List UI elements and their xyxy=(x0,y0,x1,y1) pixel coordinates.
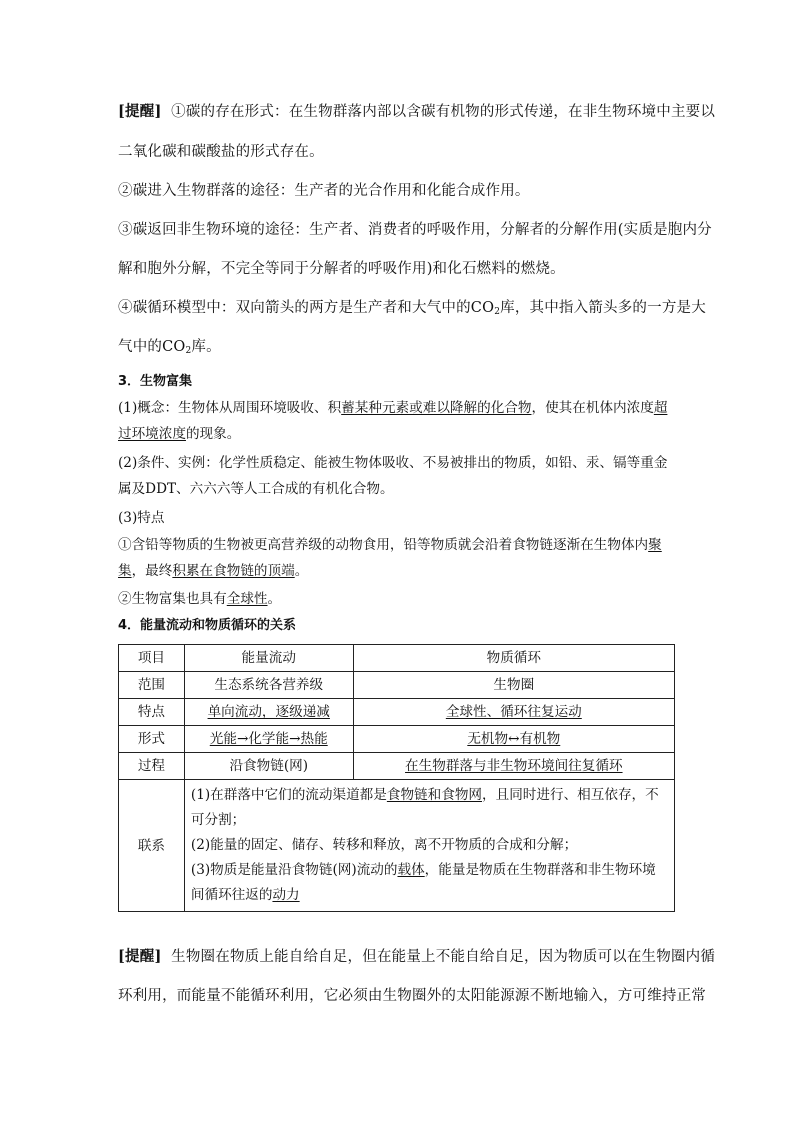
tip1-p4-b-post: 库。 xyxy=(191,339,221,355)
tip2-label: [提醒] xyxy=(118,948,162,965)
tip2-line-2: 环利用，而能量不能循环利用，它必须由生物圈外的太阳能源源不断地输入，方可维持正常 xyxy=(118,988,706,1004)
f2-pre: ②生物富集也具有 xyxy=(118,591,227,607)
tip1-label: [提醒] xyxy=(118,103,162,120)
f1-underline-3: 积累在食物链的顶端 xyxy=(172,563,295,579)
link-item-1 xyxy=(191,783,668,833)
link-item-3 xyxy=(191,858,668,908)
tip1-line-2: 二氧化碳和碳酸盐的形式存在。 xyxy=(118,144,324,160)
table-cell: 在生物群落与非生物环境间往复循环 xyxy=(353,753,674,780)
link-1-pre: (1)在群落中它们的流动渠道都是 xyxy=(190,787,387,803)
link-3-mid: ，能量是物质在生物群落和非生物环境间循环往返的 xyxy=(190,862,656,903)
table-row xyxy=(119,753,675,780)
link-item-2: (2)能量的固定、储存、转移和释放，离不开物质的合成和分解； xyxy=(190,837,578,853)
section3-concept-line-2 xyxy=(118,424,678,444)
concept-underline-2: 超 xyxy=(653,400,668,416)
tip1-line-7 xyxy=(118,337,678,361)
link-3-underline-1: 载体 xyxy=(397,862,425,878)
table-cell: 沿食物链(网) xyxy=(184,753,353,780)
tip1-p1-a: ①碳的存在形式：在生物群落内部以含碳有机物的形式传递，在非生物环境中主要以 xyxy=(171,104,716,120)
concept-underline-3: 过环境浓度 xyxy=(118,426,186,442)
concept-post: 的现象。 xyxy=(185,426,241,442)
section3-feature1-line-1 xyxy=(118,535,678,555)
tip1-p4-b-pre: 气中的CO xyxy=(118,339,186,355)
tip1-p4-a-pre: ④碳循环模型中：双向箭头的两方是生产者和大气中的CO xyxy=(118,300,495,316)
co2-subscript: 2 xyxy=(494,307,501,317)
co2-subscript: 2 xyxy=(185,346,192,356)
tip1-line-1 xyxy=(118,102,716,122)
f2-underline: 全球性 xyxy=(226,591,268,607)
table-header-cell: 物质循环 xyxy=(353,645,674,672)
link-3-underline-2: 动力 xyxy=(272,887,300,903)
section3-feature2 xyxy=(118,589,678,609)
link-description-cell xyxy=(184,780,674,912)
section3-heading: 3．生物富集 xyxy=(118,374,193,389)
table-cell: 全球性、循环往复运动 xyxy=(353,699,674,726)
tip1-line-6 xyxy=(118,298,706,322)
concept-underline-1: 蓄某种元素或难以降解的化合物 xyxy=(341,400,532,416)
section3-features-heading: (3)特点 xyxy=(118,510,165,526)
section3-concept-line-1 xyxy=(118,398,678,418)
tip1-p4-a-post: 库，其中指入箭头多的一方是大 xyxy=(500,300,706,316)
energy-matter-table xyxy=(118,644,675,912)
table-cell: 单向流动，逐级递减 xyxy=(184,699,353,726)
link-1-underline: 食物链和食物网 xyxy=(386,787,483,803)
table-cell: 范围 xyxy=(119,672,185,699)
table-row xyxy=(119,726,675,753)
tip1-line-5: 解和胞外分解，不完全等同于分解者的呼吸作用)和化石燃料的燃烧。 xyxy=(118,261,565,277)
table-cell: 特点 xyxy=(119,699,185,726)
tip1-line-3: ②碳进入生物群落的途径：生产者的光合作用和化能合成作用。 xyxy=(118,183,530,199)
section3-cond-line-2: 属及DDT、六六六等人工合成的有机化合物。 xyxy=(118,481,394,497)
table-cell: 生物圈 xyxy=(353,672,674,699)
concept-mid: ，使其在机体内浓度 xyxy=(531,400,654,416)
table-cell: 过程 xyxy=(119,753,185,780)
table-header-cell: 项目 xyxy=(119,645,185,672)
table-cell: 形式 xyxy=(119,726,185,753)
table-row-link xyxy=(119,780,675,912)
table-cell: 生态系统各营养级 xyxy=(184,672,353,699)
f1-mid: ，最终 xyxy=(131,563,173,579)
f1-underline-2: 集 xyxy=(118,563,132,579)
f1-underline-1: 聚 xyxy=(648,537,662,553)
tip1-line-4: ③碳返回非生物环境的途径：生产者、消费者的呼吸作用，分解者的分解作用(实质是胞内分 xyxy=(118,222,712,238)
f2-post: 。 xyxy=(267,591,282,607)
link-3-pre: (3)物质是能量沿食物链(网)流动的 xyxy=(190,862,398,878)
section3-feature1-line-2 xyxy=(118,561,678,581)
table-header-cell: 能量流动 xyxy=(184,645,353,672)
table-cell: 联系 xyxy=(119,780,185,912)
table-row xyxy=(119,672,675,699)
table-cell: 光能→化学能→热能 xyxy=(184,726,353,753)
link-1-post: ，且同时进行、相互依存，不可分割； xyxy=(190,787,659,828)
section3-cond-line-1: (2)条件、实例：化学性质稳定、能被生物体吸收、不易被排出的物质，如铅、汞、镉等重金 xyxy=(118,455,668,471)
table-row xyxy=(119,699,675,726)
tip2-line-1 xyxy=(118,947,716,967)
section4-heading: 4．能量流动和物质循环的关系 xyxy=(118,618,297,633)
concept-pre: (1)概念：生物体从周围环境吸收、积 xyxy=(118,400,342,416)
f1-pre: ①含铅等物质的生物被更高营养级的动物食用，铅等物质就会沿着食物链逐渐在生物体内 xyxy=(118,537,649,553)
table-header-row xyxy=(119,645,675,672)
table-cell: 无机物↔有机物 xyxy=(353,726,674,753)
tip2-p-a: 生物圈在物质上能自给自足，但在能量上不能自给自足，因为物质可以在生物圈内循 xyxy=(171,949,716,965)
f1-post: 。 xyxy=(294,563,309,579)
